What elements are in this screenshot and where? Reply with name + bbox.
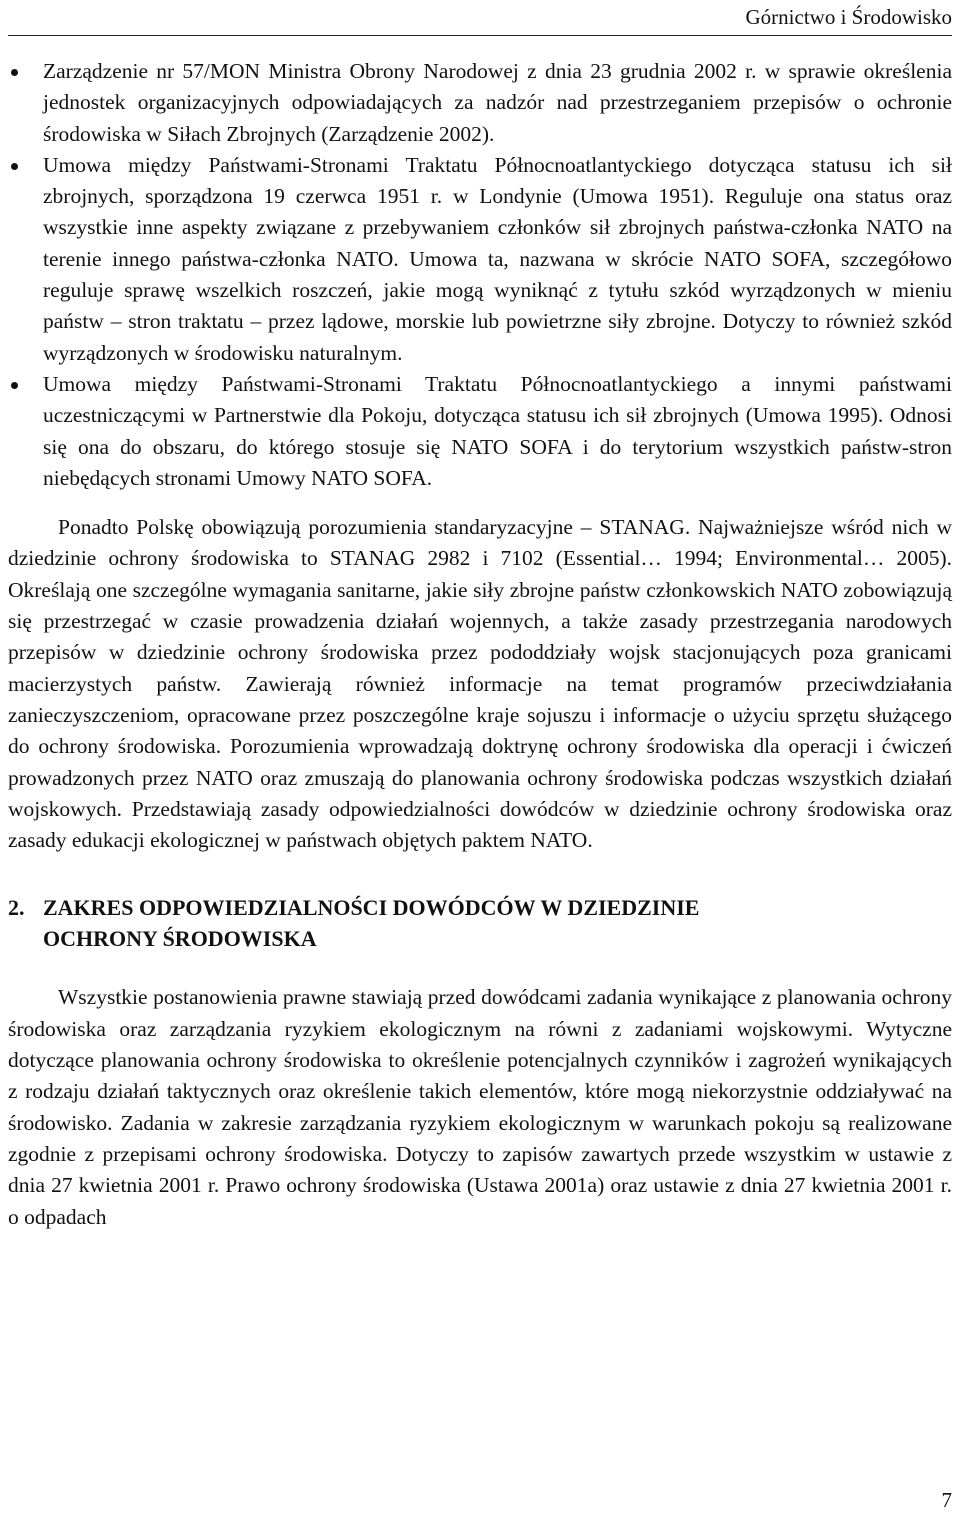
- legal-acts-list: [8, 56, 952, 494]
- section-title: [43, 892, 952, 954]
- section-number: 2.: [8, 895, 25, 921]
- running-header: Górnictwo i Środowisko: [745, 5, 952, 29]
- header-divider: [8, 35, 952, 36]
- list-item: [8, 56, 952, 150]
- list-item: [8, 369, 952, 494]
- document-body: [8, 56, 952, 1233]
- list-item-text: Umowa między Państwami-Stronami Traktatu Północnoatlantyckiego dotycząca statusu ich sił zbrojnych, sporządzona 19 czerwca 1951 r. w Londynie (Umowa 1951). Reguluje ona status oraz wszystkie inne aspekty związane z przebywaniem członków sił zbrojnych państwa-członka NATO na terenie innego państwa-członka NATO. Umowa ta, nazwana w skrócie NATO SOFA, szczegółowo reguluje sprawę wszelkich roszczeń, jakie mogą wyniknąć z tytułu szkód wyrządzonych w mieniu państw – stron traktatu – przez lądowe, morskie lub powietrzne siły zbrojne. Dotyczy to również szkód wyrządzonych w środowisku naturalnym.: [43, 152, 952, 365]
- list-item-text: Umowa między Państwami-Stronami Traktatu Północnoatlantyckiego a innymi państwami uczestniczącymi w Partnerstwie dla Pokoju, dotycząca statusu ich sił zbrojnych (Umowa 1995). Odnosi się ona do obszaru, do którego stosuje się NATO SOFA i do terytorium wszystkich państw-stron niebędących stronami Umowy NATO SOFA.: [43, 371, 952, 490]
- bullet-icon: [11, 163, 18, 170]
- list-item-text: Zarządzenie nr 57/MON Ministra Obrony Narodowej z dnia 23 grudnia 2002 r. w sprawie określenia jednostek organizacyjnych odpowiadających za nadzór nad przestrzeganiem przepisów o ochronie środowiska w Siłach Zbrojnych (Zarządzenie 2002).: [43, 59, 952, 146]
- section-paragraph: Wszystkie postanowienia prawne stawiają przed dowódcami zadania wynikające z planowania ochrony środowiska oraz zarządzania ryzykiem ekologicznym na równi z zadaniami wojskowymi. Wytyczne dotyczące planowania ochrony środowiska to określenie potencjalnych czynników i zagrożeń wynikających z rodzaju działań taktycznych oraz określenie takich elementów, które mogą niekorzystnie oddziaływać na środowisko. Zadania w zakresie zarządzania ryzykiem ekologicznym w warunkach pokoju są realizowane zgodnie z przepisami ochrony środowiska. Dotyczy to zapisów zawartych przede wszystkim w ustawie z dnia 27 kwietnia 2001 r. Prawo ochrony środowiska (Ustawa 2001a) oraz ustawie z dnia 27 kwietnia 2001 r. o odpadach: [8, 985, 952, 1229]
- section-heading: [8, 892, 952, 954]
- bullet-icon: [11, 382, 18, 389]
- list-item: [8, 150, 952, 369]
- section-title-line-2: OCHRONY ŚRODOWISKA: [43, 926, 317, 952]
- page-number: 7: [941, 1488, 952, 1512]
- bullet-icon: [11, 69, 18, 76]
- section-title-line-1: ZAKRES ODPOWIEDZIALNOŚCI DOWÓDCÓW W DZIEDZINIE: [43, 895, 700, 921]
- stanag-paragraph: Ponadto Polskę obowiązują porozumienia standaryzacyjne – STANAG. Najważniejsze wśród nich w dziedzinie ochrony środowiska to STANAG 2982 i 7102 (Essential… 1994; Environmental… 2005). Określają one szczególne wymagania sanitarne, jakie siły zbrojne państw członkowskich NATO zobowiązują się przestrzegać w czasie prowadzenia działań wojennych, a także zasady przestrzegania narodowych przepisów w dziedzinie ochrony środowiska przez pododdziały wojsk stacjonujących poza granicami macierzystych państw. Zawierają również informacje na temat programów przeciwdziałania zanieczyszczeniom, opracowane przez poszczególne kraje sojuszu i informacje o użyciu sprzętu służącego do ochrony środowiska. Porozumienia wprowadzają doktrynę ochrony środowiska dla operacji i ćwiczeń prowadzonych przez NATO oraz zmuszają do planowania ochrony środowiska podczas wszystkich działań wojskowych. Przedstawiają zasady odpowiedzialności dowódców w dziedzinie ochrony środowiska oraz zasady edukacji ekologicznej w państwach objętych paktem NATO.: [8, 515, 952, 853]
